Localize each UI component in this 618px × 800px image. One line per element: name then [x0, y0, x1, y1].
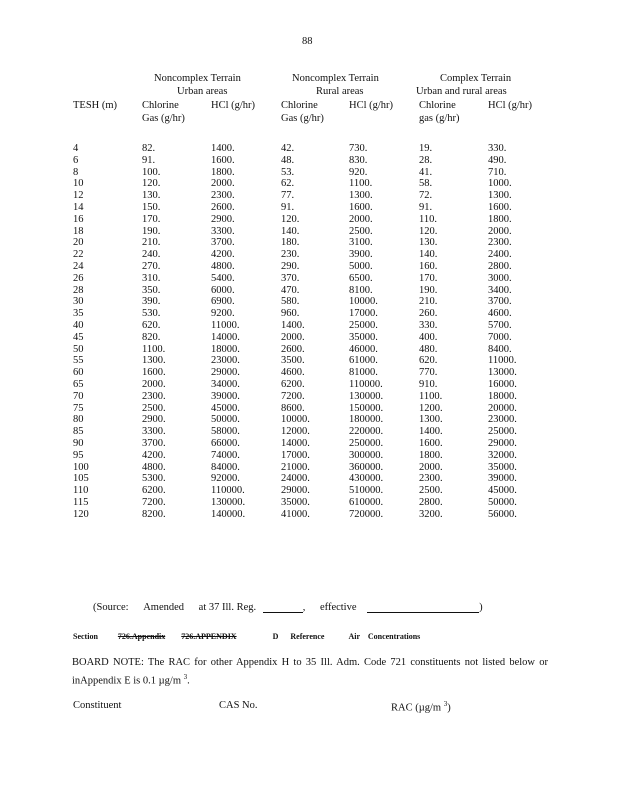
table-cell: 1600. [419, 437, 443, 449]
table-cell: 34000. [211, 378, 240, 390]
table-cell: 310. [142, 272, 161, 284]
table-cell: 14000. [211, 331, 240, 343]
source-register: at 37 Ill. Reg. [198, 602, 257, 613]
table-cell: 960. [281, 308, 300, 320]
table-cell: 40 [73, 319, 84, 331]
table-cell: 3400. [488, 284, 512, 296]
source-close: ) [479, 602, 483, 613]
table-cell: 45 [73, 331, 84, 343]
table-cell: 1300. [142, 355, 166, 367]
table-cell: 140. [281, 225, 300, 237]
table-cell: 105 [73, 473, 89, 485]
page-number: 88 [302, 36, 313, 47]
table-cell: 2500. [419, 485, 443, 497]
table-cell: 10000. [281, 414, 310, 426]
table-cell: 6 [73, 154, 79, 166]
table-cell: 35000. [488, 461, 517, 473]
table-cell: 115 [73, 496, 89, 508]
table-cell: 3700. [142, 437, 166, 449]
section-title-air: Air [348, 632, 360, 641]
table-cell: 1800. [488, 213, 512, 225]
table-cell: 3300. [142, 426, 166, 438]
table-cell: 28. [419, 154, 433, 166]
board-note-text: BOARD NOTE: The RAC for other Appendix H to 35 Ill. Adm. Code 721 constituents not listed below or inAppendix E is 0.1 µg/m [72, 657, 548, 687]
table-cell: 2800. [419, 496, 443, 508]
rac-header [391, 700, 451, 714]
table-cell: 130. [142, 190, 161, 202]
table-cell: 5700. [488, 319, 512, 331]
table-cell: 1600. [349, 201, 373, 213]
table-cell: 120. [142, 178, 161, 190]
urban-chlorine-header-line2: Gas (g/hr) [142, 113, 185, 124]
table-cell: 1200. [419, 402, 443, 414]
table-cell: 530. [142, 308, 161, 320]
table-cell: 360000. [349, 461, 384, 473]
rural-terrain-header-line1: Noncomplex Terrain [292, 73, 379, 84]
source-amended: Amended [143, 602, 185, 613]
rural-areas-header-line2: Rural areas [316, 86, 364, 97]
table-cell: 45000. [488, 485, 517, 497]
table-cell: 6200. [142, 485, 166, 497]
table-cell: 10000. [349, 296, 378, 308]
table-cell: 2000. [281, 331, 305, 343]
table-cell: 11000. [488, 355, 517, 367]
table-cell: 5300. [142, 473, 166, 485]
table-cell: 7200. [142, 496, 166, 508]
table-cell: 270. [142, 260, 161, 272]
rac-header-close: ) [447, 702, 451, 714]
table-cell: 710. [488, 166, 507, 178]
table-cell: 65 [73, 378, 84, 390]
table-cell: 2000. [349, 213, 373, 225]
table-cell: 770. [419, 367, 438, 379]
register-page-blank [263, 602, 303, 613]
table-cell: 2300. [419, 473, 443, 485]
table-cell: 1100. [142, 343, 166, 355]
table-cell: 4600. [281, 367, 305, 379]
table-cell: 210. [419, 296, 438, 308]
table-cell: 53. [281, 166, 295, 178]
table-cell: 180. [281, 237, 300, 249]
table-cell: 2300. [142, 390, 166, 402]
table-cell: 2000. [211, 178, 235, 190]
table-cell: 110. [419, 213, 437, 225]
table-cell: 8600. [281, 402, 305, 414]
section-title-concentrations: Concentrations [367, 632, 421, 641]
table-cell: 430000. [349, 473, 384, 485]
table-cell: 1400. [211, 143, 235, 154]
effective-date-blank [367, 602, 479, 613]
table-cell: 1000. [488, 178, 512, 190]
table-cell: 61000. [349, 355, 378, 367]
table-cell: 610000. [349, 496, 384, 508]
cas-number-header: CAS No. [219, 700, 258, 711]
table-cell: 8100. [349, 284, 373, 296]
section-appendix-letter: D [272, 632, 279, 641]
urban-hcl-column [211, 143, 245, 521]
table-cell: 350. [142, 284, 161, 296]
table-cell: 170. [419, 272, 438, 284]
table-cell: 80 [73, 414, 84, 426]
table-cell: 22 [73, 249, 84, 261]
table-cell: 29000. [488, 437, 517, 449]
table-cell: 92000. [211, 473, 240, 485]
table-cell: 140000. [211, 508, 246, 520]
table-cell: 4200. [211, 249, 235, 261]
complex-chlorine-header [419, 100, 460, 124]
table-cell: 75 [73, 402, 84, 414]
table-cell: 480. [419, 343, 438, 355]
table-cell: 16 [73, 213, 84, 225]
table-cell: 2900. [211, 213, 235, 225]
table-cell: 42. [281, 143, 295, 154]
table-cell: 1100. [419, 390, 443, 402]
rural-chlorine-header-line1: Chlorine [281, 100, 318, 111]
source-comma: , [302, 602, 306, 613]
table-cell: 6500. [349, 272, 373, 284]
table-cell: 8 [73, 166, 79, 178]
table-cell: 820. [142, 331, 161, 343]
section-label: Section [73, 632, 98, 641]
rural-chlorine-column [281, 143, 310, 521]
section-heading [73, 632, 420, 641]
complex-areas-header-line2: Urban and rural areas [416, 86, 507, 97]
source-note [93, 602, 483, 613]
table-cell: 91. [419, 201, 433, 213]
section-title-reference: Reference [290, 632, 325, 641]
table-cell: 2400. [488, 249, 512, 261]
table-cell: 24 [73, 260, 84, 272]
tesh-header: TESH (m) [73, 100, 118, 111]
table-cell: 84000. [211, 461, 240, 473]
table-cell: 230. [281, 249, 300, 261]
urban-hcl-header: HCl (g/hr) [211, 100, 256, 111]
table-cell: 110000. [349, 378, 383, 390]
table-cell: 620. [142, 319, 161, 331]
urban-chlorine-column [142, 143, 166, 521]
table-cell: 920. [349, 166, 368, 178]
table-cell: 390. [142, 296, 161, 308]
table-cell: 3100. [349, 237, 373, 249]
table-cell: 240. [142, 249, 161, 261]
table-cell: 1300. [419, 414, 443, 426]
table-cell: 370. [281, 272, 300, 284]
table-cell: 25000. [488, 426, 517, 438]
table-cell: 23000. [211, 355, 240, 367]
urban-terrain-header-line1: Noncomplex Terrain [154, 73, 241, 84]
table-cell: 130. [419, 237, 438, 249]
table-cell: 110000. [211, 485, 245, 497]
table-cell: 730. [349, 143, 368, 154]
table-cell: 91. [281, 201, 295, 213]
table-cell: 50000. [211, 414, 240, 426]
constituent-header: Constituent [73, 700, 122, 711]
table-cell: 130000. [211, 496, 246, 508]
rural-terrain-header [292, 73, 379, 84]
table-cell: 1600. [142, 367, 166, 379]
table-cell: 180000. [349, 414, 384, 426]
table-cell: 32000. [488, 449, 517, 461]
urban-chlorine-header-line1: Chlorine [142, 100, 179, 111]
table-cell: 7200. [281, 390, 305, 402]
board-note-superscript: 3 [183, 673, 188, 681]
rac-header-superscript: 3 [443, 700, 448, 708]
table-cell: 1100. [349, 178, 373, 190]
table-cell: 120. [419, 225, 438, 237]
complex-chlorine-header-line1: Chlorine [419, 100, 456, 111]
table-cell: 7000. [488, 331, 512, 343]
table-cell: 29000. [281, 485, 310, 497]
table-cell: 21000. [281, 461, 310, 473]
table-cell: 2300. [488, 237, 512, 249]
complex-hcl-header: HCl (g/hr) [488, 100, 533, 111]
board-note [72, 656, 548, 689]
table-cell: 1800. [419, 449, 443, 461]
table-cell: 160. [419, 260, 438, 272]
table-cell: 300000. [349, 449, 384, 461]
table-cell: 2600. [211, 201, 235, 213]
table-cell: 14 [73, 201, 84, 213]
source-effective: effective [319, 602, 357, 613]
table-cell: 24000. [281, 473, 310, 485]
table-cell: 66000. [211, 437, 240, 449]
table-cell: 28 [73, 284, 84, 296]
table-cell: 8400. [488, 343, 512, 355]
table-cell: 1800. [211, 166, 235, 178]
table-cell: 2000. [419, 461, 443, 473]
rural-hcl-header: HCl (g/hr) [349, 100, 394, 111]
urban-areas-header [177, 86, 227, 97]
table-cell: 46000. [349, 343, 378, 355]
table-cell: 2500. [349, 225, 373, 237]
table-cell: 3000. [488, 272, 512, 284]
complex-terrain-header [440, 73, 511, 84]
section-struck-number: 726.Appendix [117, 632, 166, 641]
table-cell: 70 [73, 390, 84, 402]
complex-terrain-header-line1: Complex Terrain [440, 73, 512, 84]
table-cell: 620. [419, 355, 438, 367]
table-cell: 45000. [211, 402, 240, 414]
table-cell: 12 [73, 190, 84, 202]
table-cell: 2000. [488, 225, 512, 237]
rural-areas-header [316, 86, 364, 97]
table-cell: 6900. [211, 296, 235, 308]
table-cell: 2600. [281, 343, 305, 355]
table-cell: 3200. [419, 508, 443, 520]
table-cell: 490. [488, 154, 507, 166]
table-cell: 41. [419, 166, 433, 178]
table-cell: 60 [73, 367, 84, 379]
source-open: (Source: [93, 602, 129, 613]
table-cell: 91. [142, 154, 156, 166]
table-cell: 41000. [281, 508, 310, 520]
table-cell: 150. [142, 201, 161, 213]
table-cell: 190. [142, 225, 161, 237]
table-cell: 190. [419, 284, 438, 296]
table-cell: 13000. [488, 367, 517, 379]
table-cell: 210. [142, 237, 161, 249]
table-cell: 4600. [488, 308, 512, 320]
table-cell: 35 [73, 308, 84, 320]
urban-terrain-header [154, 73, 241, 84]
table-cell: 18 [73, 225, 84, 237]
table-cell: 81000. [349, 367, 378, 379]
urban-areas-header-line2: Urban areas [177, 86, 228, 97]
table-cell: 14000. [281, 437, 310, 449]
complex-areas-header [416, 86, 507, 97]
section-new-number: 726.APPENDIX [181, 632, 237, 641]
table-cell: 58000. [211, 426, 240, 438]
table-cell: 50 [73, 343, 84, 355]
table-cell: 58. [419, 178, 433, 190]
table-cell: 10 [73, 178, 84, 190]
table-cell: 29000. [211, 367, 240, 379]
table-cell: 3900. [349, 249, 373, 261]
board-note-end: . [187, 675, 190, 687]
table-cell: 17000. [349, 308, 378, 320]
table-cell: 4800. [142, 461, 166, 473]
table-cell: 330. [488, 143, 507, 154]
complex-hcl-column [488, 143, 517, 521]
table-cell: 6000. [211, 284, 235, 296]
table-cell: 2900. [142, 414, 166, 426]
table-cell: 17000. [281, 449, 310, 461]
table-cell: 26 [73, 272, 84, 284]
table-cell: 20000. [488, 402, 517, 414]
urban-chlorine-header [142, 100, 185, 124]
table-cell: 9200. [211, 308, 235, 320]
table-cell: 120. [281, 213, 300, 225]
table-cell: 48. [281, 154, 295, 166]
table-cell: 74000. [211, 449, 240, 461]
table-cell: 18000. [488, 390, 517, 402]
table-cell: 16000. [488, 378, 517, 390]
table-cell: 30 [73, 296, 84, 308]
rural-hcl-column [349, 143, 383, 521]
table-cell: 20 [73, 237, 84, 249]
complex-chlorine-header-line2: gas (g/hr) [419, 113, 460, 124]
table-cell: 580. [281, 296, 300, 308]
table-cell: 260. [419, 308, 438, 320]
table-cell: 4800. [211, 260, 235, 272]
table-cell: 2500. [142, 402, 166, 414]
table-cell: 3500. [281, 355, 305, 367]
table-cell: 56000. [488, 508, 517, 520]
table-cell: 1300. [488, 190, 512, 202]
table-cell: 35000. [281, 496, 310, 508]
table-cell: 6200. [281, 378, 305, 390]
table-cell: 77. [281, 190, 295, 202]
table-cell: 470. [281, 284, 300, 296]
tesh-column [73, 143, 89, 521]
table-cell: 290. [281, 260, 300, 272]
table-cell: 55 [73, 355, 84, 367]
table-cell: 2300. [211, 190, 235, 202]
table-cell: 510000. [349, 485, 384, 497]
table-cell: 82. [142, 143, 156, 154]
table-cell: 1400. [281, 319, 305, 331]
table-cell: 110 [73, 485, 89, 497]
table-cell: 220000. [349, 426, 384, 438]
table-cell: 1600. [488, 201, 512, 213]
table-cell: 330. [419, 319, 438, 331]
table-cell: 4 [73, 143, 79, 154]
table-cell: 85 [73, 426, 84, 438]
table-cell: 19. [419, 143, 433, 154]
table-cell: 1600. [211, 154, 235, 166]
table-cell: 130000. [349, 390, 384, 402]
table-cell: 100. [142, 166, 161, 178]
table-cell: 39000. [488, 473, 517, 485]
table-cell: 120 [73, 508, 89, 520]
table-cell: 2800. [488, 260, 512, 272]
table-cell: 830. [349, 154, 368, 166]
table-cell: 140. [419, 249, 438, 261]
table-cell: 100 [73, 461, 89, 473]
table-cell: 90 [73, 437, 84, 449]
table-cell: 62. [281, 178, 295, 190]
table-cell: 8200. [142, 508, 166, 520]
table-cell: 910. [419, 378, 438, 390]
table-cell: 39000. [211, 390, 240, 402]
table-cell: 5400. [211, 272, 235, 284]
table-cell: 170. [142, 213, 161, 225]
table-cell: 2000. [142, 378, 166, 390]
table-cell: 1400. [419, 426, 443, 438]
rural-chlorine-header [281, 100, 324, 124]
table-cell: 4200. [142, 449, 166, 461]
table-cell: 3700. [211, 237, 235, 249]
table-cell: 150000. [349, 402, 384, 414]
table-cell: 1300. [349, 190, 373, 202]
table-cell: 11000. [211, 319, 240, 331]
table-cell: 18000. [211, 343, 240, 355]
table-cell: 50000. [488, 496, 517, 508]
table-cell: 250000. [349, 437, 384, 449]
table-cell: 3300. [211, 225, 235, 237]
table-cell: 72. [419, 190, 433, 202]
table-cell: 95 [73, 449, 84, 461]
table-cell: 23000. [488, 414, 517, 426]
table-cell: 25000. [349, 319, 378, 331]
rac-header-text: RAC (µg/m [391, 702, 442, 714]
table-cell: 400. [419, 331, 438, 343]
table-cell: 3700. [488, 296, 512, 308]
table-cell: 5000. [349, 260, 373, 272]
table-cell: 35000. [349, 331, 378, 343]
complex-chlorine-column [419, 143, 443, 521]
table-cell: 720000. [349, 508, 384, 520]
table-cell: 12000. [281, 426, 310, 438]
rural-chlorine-header-line2: Gas (g/hr) [281, 113, 324, 124]
